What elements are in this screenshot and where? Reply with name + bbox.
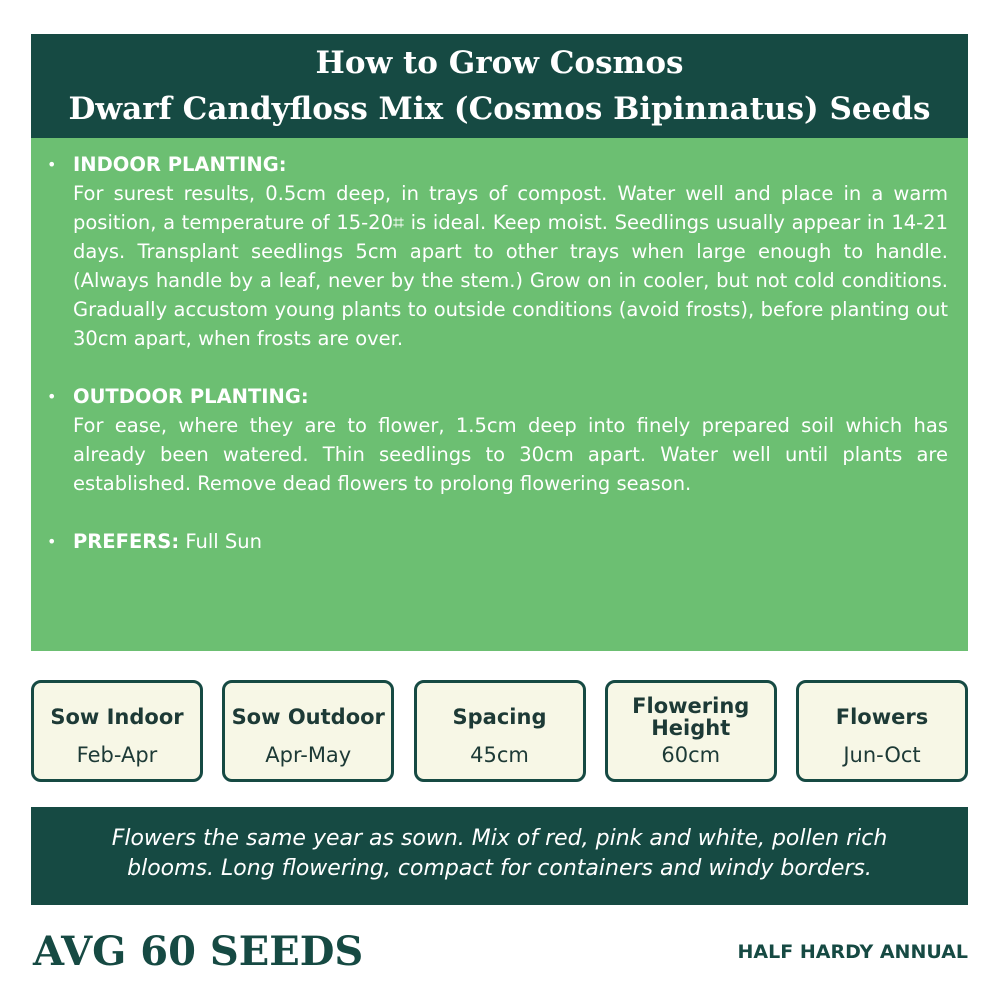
info-box-label: Flowers bbox=[835, 705, 929, 729]
info-box-value: Feb-Apr bbox=[76, 743, 158, 767]
bullet-icon: • bbox=[47, 387, 57, 406]
prefers-section bbox=[47, 527, 948, 556]
header-banner bbox=[31, 34, 968, 138]
info-box-flowers bbox=[796, 680, 968, 782]
info-box-flowering-height bbox=[605, 680, 777, 782]
info-box-label: Sow Outdoor bbox=[231, 705, 385, 729]
info-box-label: Flowering Height bbox=[632, 694, 750, 740]
outdoor-planting-text: For ease, where they are to flower, 1.5cm deep into finely prepared soil which has already been watered. Thin seedlings to 30cm apart. Water well until plants are established. Remove dead flowers to prolong flowering season. bbox=[73, 414, 948, 495]
info-box-value: Jun-Oct bbox=[843, 743, 921, 767]
indoor-planting-text: For surest results, 0.5cm deep, in trays of compost. Water well and place in a warm position, a temperature of 15-20⌗ is ideal. Keep moist. Seedlings usually appear in 14-21 days. Transplant seedlings 5cm apart to other trays when large enough to handle. (Always handle by a leaf, never by the stem.) Grow on in cooler, but not cold conditions. Gradually accustom young plants to outside conditions (avoid frosts), before planting out 30cm apart, when frosts are over. bbox=[73, 182, 948, 350]
page-title: How to Grow Cosmos bbox=[315, 45, 684, 81]
instructions-panel bbox=[31, 138, 968, 651]
info-box-label: Spacing bbox=[452, 705, 547, 729]
info-box-spacing bbox=[414, 680, 586, 782]
description-banner bbox=[31, 807, 968, 905]
info-box-value: Apr-May bbox=[265, 743, 352, 767]
info-box-sow-indoor bbox=[31, 680, 203, 782]
bullet-icon: • bbox=[47, 155, 57, 174]
description-line-1: Flowers the same year as sown. Mix of red, pink and white, pollen rich bbox=[111, 826, 888, 851]
info-box-label: Sow Indoor bbox=[50, 705, 184, 729]
info-box-sow-outdoor bbox=[222, 680, 394, 782]
description-line-2: blooms. Long flowering, compact for containers and windy borders. bbox=[127, 856, 872, 881]
outdoor-planting-section bbox=[47, 382, 948, 498]
prefers-value: Full Sun bbox=[185, 530, 262, 553]
page-subtitle: Dwarf Candyfloss Mix (Cosmos Bipinnatus) Seeds bbox=[68, 91, 931, 127]
info-boxes bbox=[31, 680, 968, 782]
prefers-title: PREFERS: bbox=[73, 530, 180, 553]
info-box-value: 60cm bbox=[661, 743, 721, 767]
seed-count: AVG 60 SEEDS bbox=[33, 928, 364, 975]
outdoor-planting-title: OUTDOOR PLANTING: bbox=[73, 385, 309, 408]
info-box-value: 45cm bbox=[470, 743, 529, 767]
indoor-planting-section bbox=[47, 150, 948, 353]
indoor-planting-title: INDOOR PLANTING: bbox=[73, 153, 287, 176]
plant-type: HALF HARDY ANNUAL bbox=[737, 941, 968, 963]
bullet-icon: • bbox=[47, 532, 57, 551]
